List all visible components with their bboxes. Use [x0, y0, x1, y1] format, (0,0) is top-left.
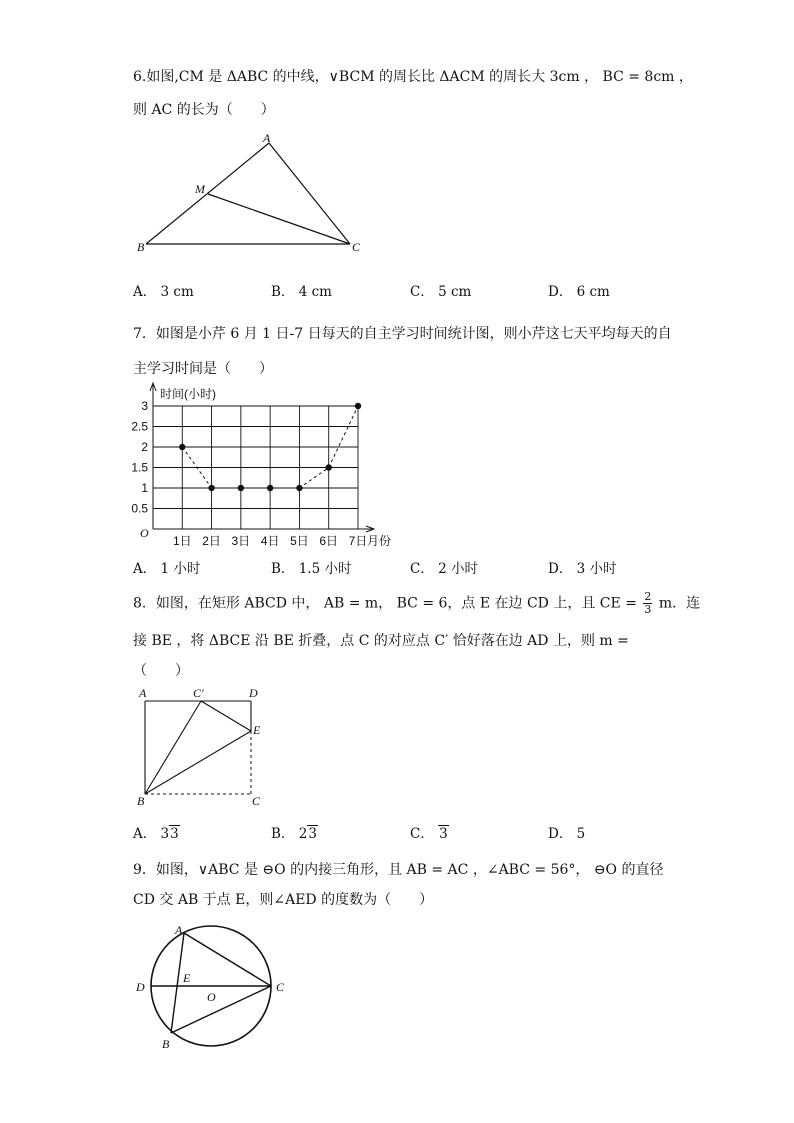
- q8-label-cprime: C′: [193, 686, 204, 700]
- q9-line1: 9．如图，∨ABC 是 ⊖O 的内接三角形，且 AB = AC ，∠ABC = 56°， ⊖O 的直径: [133, 862, 664, 878]
- q6-label-c: C: [352, 240, 361, 254]
- chart-y-tick-label: 1: [141, 481, 148, 495]
- q6-option-c[interactable]: C． 5 cm: [410, 284, 472, 300]
- chart-y-tick-label: 2.5: [131, 419, 148, 434]
- q9-label-a: A: [175, 923, 183, 937]
- chart-y-tick-label: 1.5: [131, 460, 148, 475]
- q9-label-e: E: [183, 971, 191, 985]
- chart-x-tick-label: 5日: [290, 534, 309, 548]
- chart-x-tick-label: 3日: [231, 534, 251, 548]
- q8-option-a-prefix: A． 3: [133, 826, 170, 842]
- chart-x-tick-label: 4日: [260, 534, 280, 548]
- q8-label-e: E: [253, 723, 261, 737]
- q8-fraction-denominator: 3: [644, 603, 652, 616]
- q6-label-m: M: [195, 182, 205, 196]
- q8-line1-text-b: m．连: [658, 595, 701, 612]
- q9-line2: CD 交 AB 于点 E，则∠AED 的度数为（ ）: [133, 892, 434, 908]
- q8-label-b: B: [137, 794, 145, 808]
- q8-line1-text-a: 8．如图，在矩形 ABCD 中， AB = m， BC = 6，点 E 在边 CD 上，且 CE =: [133, 595, 637, 612]
- q6-option-b[interactable]: B． 4 cm: [271, 284, 332, 300]
- chart-x-tick-label: 6日: [319, 534, 339, 548]
- q9-label-o: O: [207, 990, 216, 1004]
- q8-option-b-radicand: 3: [308, 826, 317, 842]
- q8-label-c: C: [252, 794, 261, 808]
- q7-option-c[interactable]: C． 2 小时: [410, 561, 479, 577]
- q8-option-d-prefix: D． 5: [548, 826, 586, 842]
- q6-option-a[interactable]: A． 3 cm: [133, 284, 194, 300]
- q8-option-c-radicand: 3: [439, 826, 448, 842]
- chart-x-axis-label: 月份: [367, 534, 392, 548]
- q7-line1: 7．如图是小芹 6 月 1 日-7 日每天的自主学习时间统计图，则小芹这七天平均每天的自: [133, 326, 672, 342]
- q8-line3: （ ）: [133, 663, 189, 679]
- q8-label-d: D: [249, 686, 258, 700]
- q8-option-b-prefix: B． 2: [271, 826, 308, 842]
- chart-y-tick-label: 0.5: [131, 501, 148, 516]
- q6-option-d[interactable]: D． 6 cm: [548, 284, 610, 300]
- q9-label-d: D: [136, 980, 145, 994]
- chart-x-tick-label: 2日: [202, 534, 221, 548]
- q6-line2: 则 AC 的长为（ ）: [133, 102, 275, 118]
- q8-fraction-numerator: 2: [644, 590, 652, 603]
- q6-line1: 6.如图,CM 是 ΔABC 的中线，∨BCM 的周长比 ΔACM 的周长大 3cm ， BC = 8cm ，: [133, 69, 693, 85]
- q8-option-a-radicand: 3: [170, 826, 179, 842]
- q7-option-b[interactable]: B． 1.5 小时: [271, 561, 352, 577]
- chart-y-tick-label: 3: [141, 399, 148, 413]
- q9-label-c: C: [276, 980, 285, 994]
- q6-label-a: A: [263, 131, 271, 145]
- q7-option-a[interactable]: A． 1 小时: [133, 561, 201, 577]
- q9-label-b: B: [162, 1037, 170, 1051]
- q8-label-a: A: [139, 686, 147, 700]
- q8-line2: 接 BE ，将 ΔBCE 沿 BE 折叠，点 C 的对应点 C′ 恰好落在边 AD 上，则 m =: [133, 633, 629, 649]
- q6-label-b: B: [137, 240, 145, 254]
- chart-x-tick-label: 1日: [172, 534, 192, 548]
- q8-option-c-prefix: C．: [410, 826, 439, 842]
- chart-y-axis-label: 时间(小时): [160, 387, 216, 401]
- chart-y-tick-label: 2: [141, 440, 148, 454]
- chart-origin-label: O: [140, 526, 149, 540]
- chart-x-tick-label: 7日: [348, 534, 368, 548]
- q7-option-d[interactable]: D． 3 小时: [548, 561, 617, 577]
- q7-line2: 主学习时间是（ ）: [133, 361, 273, 377]
